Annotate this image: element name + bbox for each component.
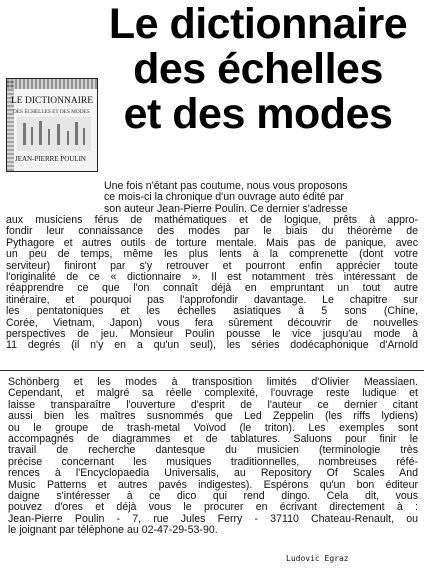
body-line: serviteur) finiront par s'y retrouver et pourront enfin apprécier toute xyxy=(6,259,418,272)
intro-line: ce mois-ci la chronique d'un ouvrage auto édité par xyxy=(104,191,344,204)
article-title xyxy=(96,2,420,137)
author-byline: Ludovic Egraz xyxy=(286,554,349,563)
continued-line: travail de recherche dantesque du musicien (terminologie très xyxy=(8,444,418,457)
body-paragraph xyxy=(6,215,418,352)
body-line: Corée, Vietnam, Japon) vous fera sûrement découvrir de nouvelles xyxy=(6,316,418,329)
body-line: itinéraire, et pourquoi pas l'approfondir davantage. Le chapitre sur xyxy=(6,293,418,306)
continued-line: laisse transparaître l'ouverture d'esprit de l'auteur ce dernier citant xyxy=(8,398,418,411)
intro-line: Une fois n'étant pas coutume, nous vous proposons xyxy=(104,180,348,192)
title-line-3: et des modes xyxy=(123,90,393,138)
body-line: 11 degrés (il n'y en a qu'un seul), les séries dodécaphonique d'Arnold xyxy=(6,339,418,352)
continued-line: daigne s'intéresser à ce dico qui rend dingo. Cela dit, vous xyxy=(8,490,418,503)
continued-line: accompagnés de diagrammes et de tablatures. Saluons pour finir le xyxy=(8,433,418,446)
body-line: aux musiciens férus de mathématiques et de logique, prêts à appro- xyxy=(6,214,418,226)
title-line-2: des échelles xyxy=(133,45,383,93)
cover-edge-left xyxy=(7,79,14,171)
continued-line: Jean-Pierre Poulin - 7, rue Jules Ferry - 37110 Chateau-Renault, ou xyxy=(8,512,418,525)
body-line: fondir leur connaissance des modes par le biais du théorème de xyxy=(6,225,418,238)
continued-paragraph xyxy=(8,377,418,537)
cover-illustration xyxy=(17,117,91,151)
cover-author: JEAN-PIERRE POULIN xyxy=(15,155,86,163)
body-line: réapprendre ce que l'on connaît déjà en empruntant un tout autre xyxy=(6,282,418,295)
continued-line: ou le groupe de trash-metal Voïvod (le triton). Les exemples sont xyxy=(8,421,418,434)
continued-line: Schönberg et les modes à transposition limités d'Olivier Meassiaen. xyxy=(8,376,418,388)
continued-line: rences à l'Encyclopaedia Universalis, au Repository Of Scales And xyxy=(8,467,418,480)
cover-edge-top xyxy=(7,79,97,89)
body-line: Pythagore et autres outils de torture mentale. Mais pas de panique, avec xyxy=(6,236,418,249)
continued-line: pouvez d'ores et déjà vous le procurer en écrivant directement à : xyxy=(8,501,418,514)
body-line: les pentatoniques et les échelles asiatiques à 5 sons (Chine, xyxy=(6,305,418,318)
cover-subtitle: DES ÉCHELLES ET DES MODES xyxy=(13,109,90,115)
body-line: l'originalité de ce « dictionnaire ». Il est notamment très intéressant de xyxy=(6,271,418,284)
body-line: perspectives de jeu. Monsieur Poulin pousse le vice jusqu'au mode à xyxy=(6,328,418,341)
continued-line: Music Patterns et autres pavés indigestes). Espérons qu'un bon éditeur xyxy=(8,478,418,491)
intro-line: son auteur Jean-Pierre Poulin. Ce dernier s'adresse xyxy=(104,202,348,215)
cover-title: LE DICTIONNAIRE xyxy=(11,96,94,106)
continued-line: précise concernant les musiques traditionnelles, nombreuses réfé- xyxy=(8,455,418,468)
book-cover-image xyxy=(6,78,98,172)
title-line-1: Le dictionnaire xyxy=(108,0,408,48)
continued-line: Cependant, et malgré sa réelle complexité, l'ouvrage reste ludique et xyxy=(8,387,418,400)
continued-line: aussi bien les maîtres susnommés que Led Zeppelin (les riffs lydiens) xyxy=(8,410,418,423)
intro-paragraph xyxy=(104,180,348,215)
body-line: un peu de temps, même les plus lents à la comprenette (dont votre xyxy=(6,248,418,261)
continued-line: le joignant par téléphone au 02-47-29-53-90. xyxy=(8,524,218,537)
